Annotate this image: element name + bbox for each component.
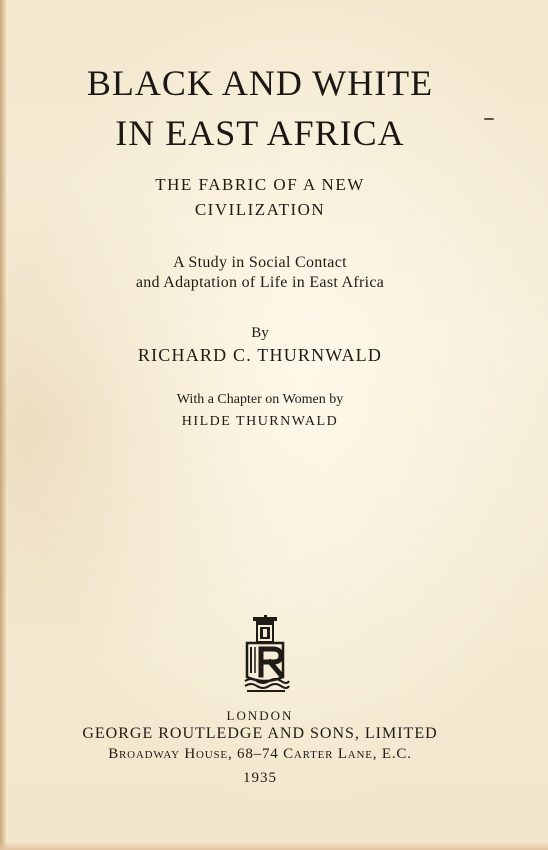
by-label: By (251, 325, 269, 341)
book-title-line-2: IN EAST AFRICA (115, 113, 405, 153)
author-name: RICHARD C. THURNWALD (137, 345, 383, 365)
subtitle-line-2: CIVILIZATION (194, 200, 326, 219)
publisher-emblem-icon (239, 615, 295, 695)
page-bottom-edge (0, 842, 548, 850)
study-line-1: A Study in Social Contact (173, 254, 347, 271)
publisher-city: LONDON (226, 708, 294, 723)
study-line-2: and Adaptation of Life in East Africa (135, 274, 385, 291)
publication-year: 1935 (243, 770, 277, 786)
publisher-address: Broadway House, 68–74 Carter Lane, E.C. (108, 746, 412, 762)
publisher-name: GEORGE ROUTLEDGE AND SONS, LIMITED (82, 725, 438, 742)
subtitle-line-1: THE FABRIC OF A NEW (155, 175, 365, 194)
book-title-line-1: BLACK AND WHITE (86, 63, 434, 103)
chapter-credit-line-2: HILDE THURNWALD (181, 414, 339, 429)
chapter-credit-line-1: With a Chapter on Women by (176, 392, 344, 407)
